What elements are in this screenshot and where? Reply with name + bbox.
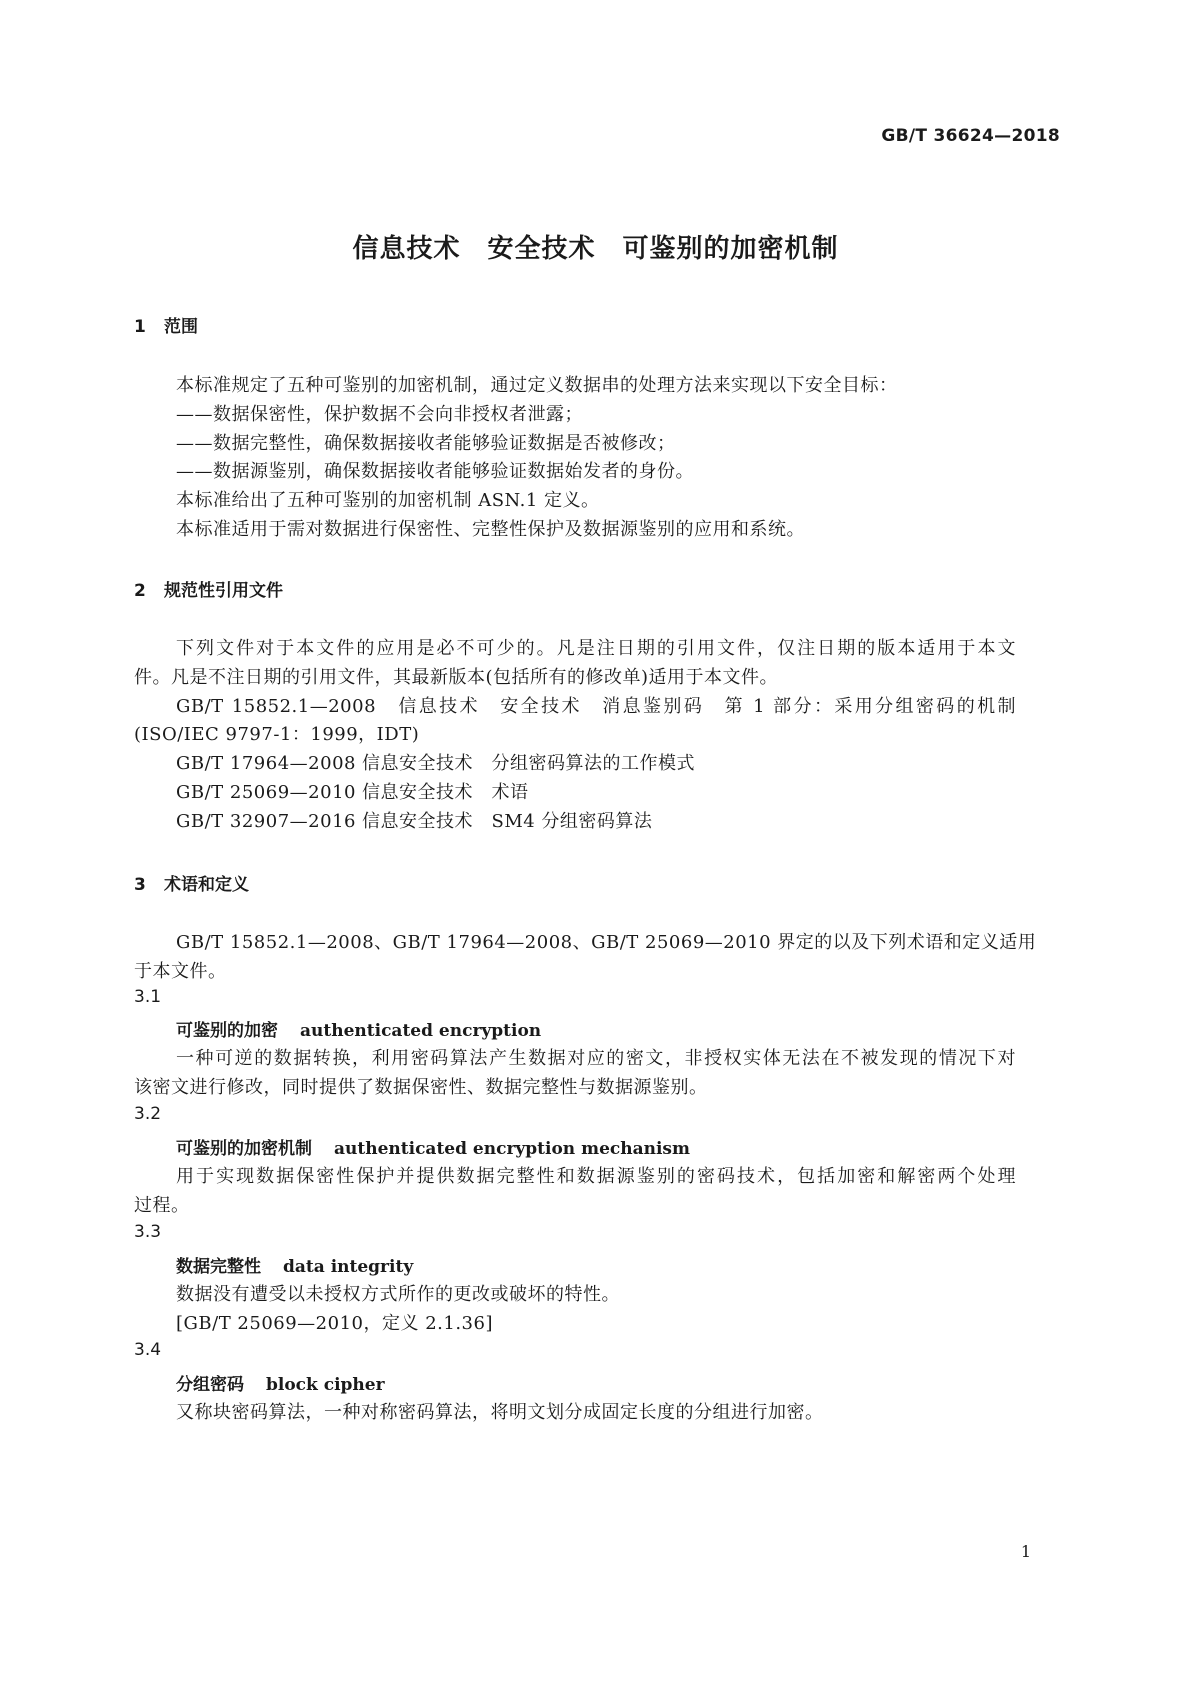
term-heading: [176, 1134, 690, 1159]
list-item: ——数据完整性，确保数据接收者能够验证数据是否被修改；: [176, 433, 676, 454]
clause-number: 3.1: [134, 987, 162, 1007]
term-en: data integrity: [283, 1257, 414, 1277]
reference-entry-continuation: (ISO/IEC 9797-1：1999，IDT): [134, 724, 420, 745]
paragraph: GB/T 15852.1—2008、GB/T 17964—2008、GB/T 25069—2010 界定的以及下列术语和定义适用: [176, 932, 1037, 953]
section-3-heading: [134, 870, 249, 895]
section-title: 术语和定义: [164, 875, 249, 895]
term-definition: 一种可逆的数据转换，利用密码算法产生数据对应的密文，非授权实体无法在不被发现的情况下对: [176, 1048, 1016, 1069]
term-heading: [176, 1252, 413, 1277]
standard-code: GB/T 36624—2018: [881, 126, 1060, 146]
list-item: ——数据源鉴别，确保数据接收者能够验证数据始发者的身份。: [176, 461, 694, 482]
term-zh: 分组密码: [176, 1375, 244, 1395]
term-definition: 数据没有遭受以未授权方式所作的更改或破坏的特性。: [176, 1284, 620, 1305]
term-definition: 用于实现数据保密性保护并提供数据完整性和数据源鉴别的密码技术，包括加密和解密两个处理: [176, 1166, 1016, 1187]
reference-entry: GB/T 15852.1—2008 信息技术 安全技术 消息鉴别码 第 1 部分：采用分组密码的机制: [176, 696, 1016, 717]
clause-number: 3.4: [134, 1340, 162, 1360]
section-number: 2: [134, 581, 146, 601]
paragraph-continuation: 件。凡是不注日期的引用文件，其最新版本(包括所有的修改单)适用于本文件。: [134, 667, 779, 688]
paragraph: 本标准规定了五种可鉴别的加密机制，通过定义数据串的处理方法来实现以下安全目标：: [176, 375, 898, 396]
section-title: 范围: [164, 317, 198, 337]
section-number: 1: [134, 317, 146, 337]
reference-entry: [176, 749, 695, 775]
term-zh: 可鉴别的加密机制: [176, 1139, 312, 1159]
term-definition-continuation: 过程。: [134, 1195, 190, 1216]
paragraph: 本标准给出了五种可鉴别的加密机制 ASN.1 定义。: [176, 490, 600, 511]
document-title: 信息技术 安全技术 可鉴别的加密机制: [352, 234, 839, 264]
section-title: 规范性引用文件: [164, 581, 283, 601]
reference-code: GB/T 25069—2010: [176, 782, 356, 803]
clause-number: 3.3: [134, 1222, 162, 1242]
list-item: ——数据保密性，保护数据不会向非授权者泄露；: [176, 404, 583, 425]
term-definition: 又称块密码算法，一种对称密码算法，将明文划分成固定长度的分组进行加密。: [176, 1402, 824, 1423]
paragraph: 本标准适用于需对数据进行保密性、完整性保护及数据源鉴别的应用和系统。: [176, 519, 805, 540]
term-en: block cipher: [266, 1375, 385, 1395]
reference-title: 信息安全技术 术语: [362, 782, 529, 803]
term-definition-continuation: 该密文进行修改，同时提供了数据保密性、数据完整性与数据源鉴别。: [134, 1077, 708, 1098]
reference-entry: [176, 778, 529, 804]
term-heading: [176, 1016, 541, 1041]
clause-number: 3.2: [134, 1104, 162, 1124]
reference-entry: [176, 807, 652, 833]
term-en: authenticated encryption mechanism: [334, 1139, 690, 1159]
term-source: [GB/T 25069—2010，定义 2.1.36]: [176, 1313, 493, 1334]
page-number: 1: [1020, 1542, 1031, 1561]
paragraph-continuation: 于本文件。: [134, 961, 227, 982]
term-en: authenticated encryption: [300, 1021, 542, 1041]
reference-code: GB/T 17964—2008: [176, 753, 356, 774]
reference-title: 信息安全技术 SM4 分组密码算法: [362, 811, 653, 832]
section-1-heading: [134, 312, 198, 337]
term-zh: 可鉴别的加密: [176, 1021, 278, 1041]
paragraph: 下列文件对于本文件的应用是必不可少的。凡是注日期的引用文件，仅注日期的版本适用于本文: [176, 638, 1016, 659]
section-number: 3: [134, 875, 146, 895]
reference-code: GB/T 32907—2016: [176, 811, 356, 832]
section-2-heading: [134, 576, 283, 601]
term-heading: [176, 1370, 385, 1395]
term-zh: 数据完整性: [176, 1257, 261, 1277]
reference-title: 信息安全技术 分组密码算法的工作模式: [362, 753, 695, 774]
